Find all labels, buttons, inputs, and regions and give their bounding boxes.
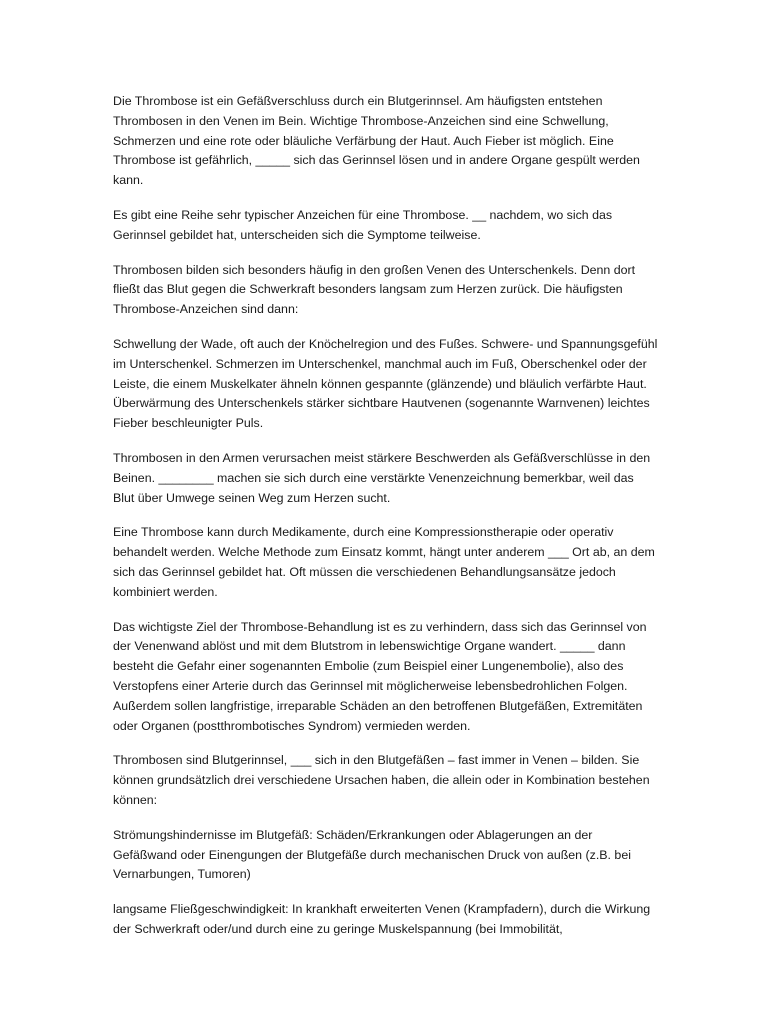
document-page: [113, 92, 658, 955]
paragraph-ursachen: Thrombosen sind Blutgerinnsel, ___ sich in den Blutgefäßen – fast immer in Venen – bilden. Sie können grundsätzlich drei verschiedene Ursachen haben, die allein oder in Kombination bestehen können:: [113, 753, 650, 807]
paragraph-stroemungshindernisse: Strömungshindernisse im Blutgefäß: Schäden/Erkrankungen oder Ablagerungen an der Gefäßwand oder Einengungen der Blutgefäße durch mechanischen Druck von außen (z.B. bei Vernarbungen, Tumoren): [113, 827, 631, 882]
paragraph-symptome-liste: Schwellung der Wade, oft auch der Knöchelregion und des Fußes. Schwere- und Spannungsgefühl im Unterschenkel. Schmerzen im Unterschenkel, manchmal auch im Fuß, Oberschenkel oder der Leiste, die einem Muskelkater ähneln können gespannte (glänzende) und bläulich verfärbte Haut. Überwärmung des Unterschenkels stärker sichtbare Hautvenen (sogenannte Warnvenen) leichtes Fieber beschleunigter Puls.: [113, 336, 658, 431]
paragraph-thrombose-definition: Die Thrombose ist ein Gefäßverschluss durch ein Blutgerinnsel. Am häufigsten entstehen Thrombosen in den Venen im Bein. Wichtige Thrombose-Anzeichen sind eine Schwellung, Schmerzen und eine rote oder bläuliche Verfärbung der Haut. Auch Fieber ist möglich. Eine Thrombose ist gefährlich, _____ sich das Gerinnsel lösen und in andere Organe gespült werden kann.: [113, 94, 640, 188]
paragraph-unterschenkel: Thrombosen bilden sich besonders häufig in den großen Venen des Unterschenkels. Denn dort fließt das Blut gegen die Schwerkraft besonders langsam zum Herzen zurück. Die häufigsten Thrombose-Anzeichen sind dann:: [113, 262, 636, 317]
paragraph-behandlung: Eine Thrombose kann durch Medikamente, durch eine Kompressionstherapie oder operativ behandelt werden. Welche Methode zum Einsatz kommt, hängt unter anderem ___ Ort ab, an dem sich das Gerinnsel gebildet hat. Oft müssen die verschiedenen Behandlungsansätze jedoch kombiniert werden.: [113, 525, 655, 599]
paragraph-fliessgeschwindigkeit: langsame Fließgeschwindigkeit: In krankhaft erweiterten Venen (Krampfadern), durch die Wirkung der Schwerkraft oder/und durch eine zu geringe Muskelspannung (bei Immobilität,: [113, 902, 651, 936]
paragraph-typische-anzeichen: Es gibt eine Reihe sehr typischer Anzeichen für eine Thrombose. __ nachdem, wo sich das Gerinnsel gebildet hat, unterscheiden sich die Symptome teilweise.: [113, 207, 613, 242]
paragraph-ziel-behandlung: Das wichtigste Ziel der Thrombose-Behandlung ist es zu verhindern, dass sich das Gerinnsel von der Venenwand ablöst und mit dem Blutstrom in lebenswichtige Organe wandert. _____ dann besteht die Gefahr einer sogenannten Embolie (zum Beispiel einer Lungenembolie), also des Verstopfens einer Arterie durch das Gerinnsel mit möglicherweise lebensbedrohlichen Folgen. Außerdem sollen langfristige, irreparable Schäden an den betroffenen Blutgefäßen, Extremitäten oder Organen (postthrombotisches Syndrom) vermieden werden.: [113, 619, 647, 733]
paragraph-arme: Thrombosen in den Armen verursachen meist stärkere Beschwerden als Gefäßverschlüsse in den Beinen. ________ machen sie sich durch eine verstärkte Venenzeichnung bemerkbar, weil das Blut über Umwege seinen Weg zum Herzen sucht.: [113, 450, 651, 505]
